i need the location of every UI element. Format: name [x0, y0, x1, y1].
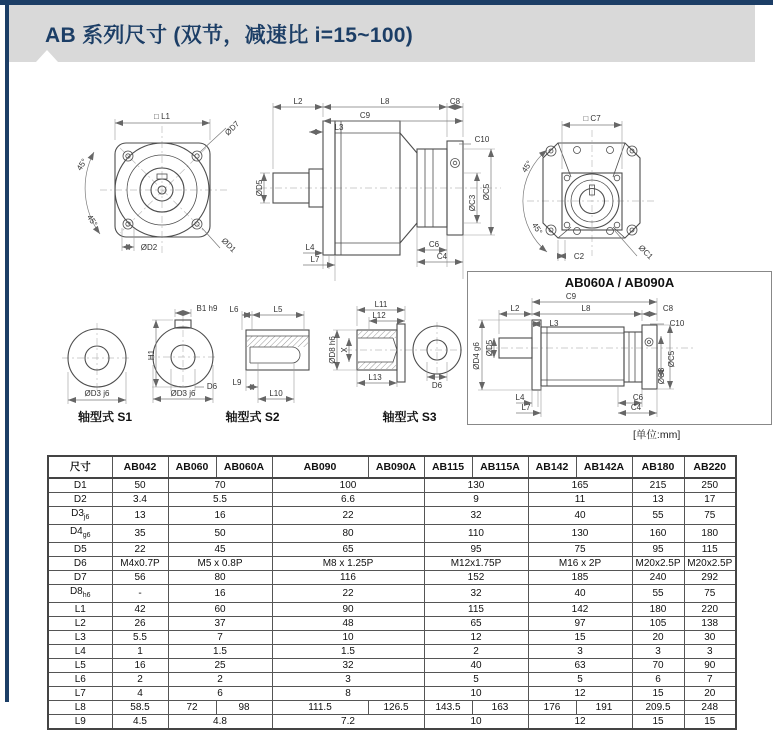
row-label: L9 [48, 715, 112, 730]
table-cell: 22 [272, 507, 424, 525]
table-cell: 13 [632, 493, 684, 507]
shaft-s2-drawing [146, 295, 318, 413]
table-row [48, 659, 736, 673]
table-cell: 10 [272, 631, 424, 645]
table-cell: 70 [632, 659, 684, 673]
table-cell: 3 [684, 645, 736, 659]
table-cell: 70 [168, 478, 272, 493]
dim-label: ØD3 j6 [84, 389, 110, 398]
column-header: AB042 [112, 456, 168, 478]
dim-label: L3 [334, 123, 344, 132]
table-cell: M20x2.5P [632, 557, 684, 571]
table-cell: 56 [112, 571, 168, 585]
table-header-row [48, 456, 736, 478]
table-cell: 12 [528, 687, 632, 701]
column-header: AB090 [272, 456, 368, 478]
table-cell: 110 [424, 525, 528, 543]
table-cell: 9 [424, 493, 528, 507]
table-cell: 160 [632, 525, 684, 543]
row-label: $D4_{g6}$ [48, 525, 112, 543]
table-cell: 32 [424, 585, 528, 603]
dim-label: C9 [359, 111, 371, 120]
page-title: AB 系列尺寸 (双节，减速比 i=15~100) [45, 24, 414, 47]
table-cell: 20 [684, 687, 736, 701]
table-row [48, 631, 736, 645]
table-cell: 16 [168, 507, 272, 525]
table-cell: 5.5 [168, 493, 272, 507]
dim-label: C4 [630, 403, 642, 412]
table-row [48, 525, 736, 543]
table-cell: 2 [168, 673, 272, 687]
rear-view-drawing [515, 98, 730, 270]
table-cell: M8 x 1.25P [272, 557, 424, 571]
column-header: AB060A [216, 456, 272, 478]
table-cell: 142 [528, 603, 632, 617]
table-cell: 97 [528, 617, 632, 631]
table-row [48, 557, 736, 571]
table-cell: 115 [684, 543, 736, 557]
dim-label: D6 [431, 381, 443, 390]
column-header: AB142 [528, 456, 576, 478]
table-row [48, 543, 736, 557]
table-cell: 126.5 [368, 701, 424, 715]
header-notch [36, 50, 58, 62]
table-cell: 75 [684, 507, 736, 525]
dim-label: L8 [380, 97, 390, 106]
table-cell: 5 [424, 673, 528, 687]
dim-label: C6 [428, 240, 440, 249]
dimension-table [47, 455, 737, 730]
header-band [9, 5, 755, 62]
dim-label: C8 [662, 304, 674, 313]
table-cell: 100 [272, 478, 424, 493]
table-row [48, 478, 736, 493]
table-cell: 248 [684, 701, 736, 715]
shaft-s3-drawing [325, 300, 470, 400]
dim-label: L13 [368, 373, 382, 382]
table-cell: M4x0.7P [112, 557, 168, 571]
table-cell: 15 [684, 715, 736, 730]
table-cell: 1.5 [272, 645, 424, 659]
dim-label: L5 [273, 305, 283, 314]
table-cell: 7.2 [272, 715, 424, 730]
table-cell: 32 [272, 659, 424, 673]
table-cell: 50 [168, 525, 272, 543]
row-label: L5 [48, 659, 112, 673]
table-cell: 116 [272, 571, 424, 585]
table-cell: 95 [632, 543, 684, 557]
table-cell: 20 [632, 631, 684, 645]
dim-label: L11 [374, 300, 388, 309]
row-label: L4 [48, 645, 112, 659]
dim-label: L7 [310, 255, 320, 264]
table-cell: 45 [168, 543, 272, 557]
table-cell: 176 [528, 701, 576, 715]
table-cell: 26 [112, 617, 168, 631]
row-label: L8 [48, 701, 112, 715]
table-row [48, 603, 736, 617]
dim-label: C4 [436, 252, 448, 261]
table-cell: 63 [528, 659, 632, 673]
dim-label: L4 [515, 393, 525, 402]
dim-label: H1 [147, 349, 156, 361]
table-cell: 6 [168, 687, 272, 701]
dim-label: B1 h9 [196, 304, 218, 313]
dim-label: C6 [632, 393, 644, 402]
table-cell: 90 [272, 603, 424, 617]
table-row [48, 687, 736, 701]
table-cell: 105 [632, 617, 684, 631]
dim-label: L2 [510, 304, 520, 313]
dim-label: C10 [474, 135, 490, 144]
table-cell: 2 [112, 673, 168, 687]
column-header: 尺寸 [48, 456, 112, 478]
table-cell: 8 [272, 687, 424, 701]
side-view-drawing [255, 95, 505, 290]
table-cell: 163 [472, 701, 528, 715]
row-label: L6 [48, 673, 112, 687]
dim-label: C8 [449, 97, 461, 106]
table-row [48, 571, 736, 585]
row-label: $D3_{j6}$ [48, 507, 112, 525]
table-cell: 58.5 [112, 701, 168, 715]
row-label: D1 [48, 478, 112, 493]
table-row [48, 673, 736, 687]
ab060a-panel [467, 271, 772, 425]
dim-label: ØD4 g6 [472, 342, 481, 370]
table-cell: 130 [528, 525, 632, 543]
table-cell: 40 [528, 585, 632, 603]
table-cell: 138 [684, 617, 736, 631]
table-cell: 292 [684, 571, 736, 585]
table-row [48, 645, 736, 659]
dim-label: L8 [581, 304, 591, 313]
table-cell: 16 [168, 585, 272, 603]
dim-label: 45° [74, 157, 89, 173]
column-header: AB142A [576, 456, 632, 478]
table-cell: 15 [632, 715, 684, 730]
table-body [48, 478, 736, 729]
table-cell: 25 [168, 659, 272, 673]
table-cell: 22 [272, 585, 424, 603]
unit-note: [单位:mm] [633, 429, 681, 441]
table-cell: 15 [632, 687, 684, 701]
dim-label: ØD7 [223, 119, 242, 138]
table-cell: 180 [684, 525, 736, 543]
row-label: D6 [48, 557, 112, 571]
ab060a-title: AB060A / AB090A [564, 275, 675, 290]
column-header: AB060 [168, 456, 216, 478]
row-label: D7 [48, 571, 112, 585]
table-cell: 191 [576, 701, 632, 715]
table-cell: 2 [424, 645, 528, 659]
table-cell: 72 [168, 701, 216, 715]
table-cell: 7 [168, 631, 272, 645]
table-cell: 215 [632, 478, 684, 493]
dim-label: ØC5 [667, 350, 676, 368]
dimension-table-wrap [47, 455, 739, 727]
table-cell: 40 [528, 507, 632, 525]
dim-label: C2 [573, 252, 585, 261]
table-row [48, 617, 736, 631]
table-cell: 55 [632, 507, 684, 525]
shaft-s1-drawing [48, 316, 148, 408]
table-cell: 250 [684, 478, 736, 493]
table-cell: 42 [112, 603, 168, 617]
table-cell: 130 [424, 478, 528, 493]
dim-label: L6 [229, 305, 239, 314]
dim-label: C9 [565, 292, 577, 301]
table-cell: 5 [528, 673, 632, 687]
table-cell: 1 [112, 645, 168, 659]
table-cell: 65 [424, 617, 528, 631]
row-label: L1 [48, 603, 112, 617]
dim-label: 45° [530, 221, 545, 237]
dim-label: ØC3 [468, 194, 477, 212]
table-cell: 80 [272, 525, 424, 543]
front-view-drawing [50, 100, 265, 265]
table-cell: 22 [112, 543, 168, 557]
table-cell: 4 [112, 687, 168, 701]
table-cell: 7 [684, 673, 736, 687]
row-label: D2 [48, 493, 112, 507]
table-cell: 75 [684, 585, 736, 603]
dim-label: ØD5 [255, 179, 264, 197]
ab060a-drawing [468, 272, 771, 424]
column-header: AB115 [424, 456, 472, 478]
dim-label: L3 [549, 319, 559, 328]
dim-label: ØC1 [636, 243, 655, 262]
table-row [48, 701, 736, 715]
table-cell: 40 [424, 659, 528, 673]
column-header: AB220 [684, 456, 736, 478]
table-cell: 4.8 [168, 715, 272, 730]
dim-label: □ C7 [583, 114, 601, 123]
table-cell: 98 [216, 701, 272, 715]
table-cell: 80 [168, 571, 272, 585]
dim-label: ØD1 [219, 236, 238, 255]
table-cell: 185 [528, 571, 632, 585]
shaft-type-s1-caption: 轴型式 S1 [77, 410, 132, 424]
table-cell: 11 [528, 493, 632, 507]
table-cell: 5.5 [112, 631, 168, 645]
dim-label: □ L1 [154, 112, 170, 121]
column-header: AB180 [632, 456, 684, 478]
dim-label: D6 [206, 382, 218, 391]
table-cell: 10 [424, 687, 528, 701]
dim-label: ØD2 [140, 243, 158, 252]
table-cell: 6 [632, 673, 684, 687]
shaft-type-s3-caption: 轴型式 S3 [382, 410, 437, 424]
dim-label: L12 [372, 311, 386, 320]
table-cell: 115 [424, 603, 528, 617]
table-cell: 165 [528, 478, 632, 493]
dim-label: C10 [669, 319, 685, 328]
dim-label: ØC5 [482, 183, 491, 201]
table-cell: - [112, 585, 168, 603]
dim-label: L4 [305, 243, 315, 252]
table-cell: 12 [528, 715, 632, 730]
table-cell: 13 [112, 507, 168, 525]
dim-label: ØC3 [657, 367, 666, 385]
table-cell: 50 [112, 478, 168, 493]
table-cell: 48 [272, 617, 424, 631]
table-row [48, 493, 736, 507]
table-cell: 209.5 [632, 701, 684, 715]
table-cell: 65 [272, 543, 424, 557]
table-cell: 15 [528, 631, 632, 645]
left-accent-bar [5, 0, 9, 702]
row-label: L3 [48, 631, 112, 645]
table-cell: M16 x 2P [528, 557, 632, 571]
row-label: L7 [48, 687, 112, 701]
table-cell: 95 [424, 543, 528, 557]
table-cell: 17 [684, 493, 736, 507]
table-cell: 60 [168, 603, 272, 617]
table-cell: 1.5 [168, 645, 272, 659]
table-header-row [48, 456, 736, 478]
column-header: AB115A [472, 456, 528, 478]
table-cell: 240 [632, 571, 684, 585]
table-cell: 37 [168, 617, 272, 631]
dim-label: L10 [269, 389, 283, 398]
row-label: D5 [48, 543, 112, 557]
table-cell: 3 [632, 645, 684, 659]
dim-label: ØD3 j6 [170, 389, 196, 398]
dim-label: L9 [232, 378, 242, 387]
table-cell: 111.5 [272, 701, 368, 715]
table-cell: 152 [424, 571, 528, 585]
dim-label: X [340, 347, 349, 353]
table-cell: 55 [632, 585, 684, 603]
dim-label: L7 [521, 403, 531, 412]
table-cell: 30 [684, 631, 736, 645]
table-cell: 3 [272, 673, 424, 687]
table-cell: 75 [528, 543, 632, 557]
table-cell: 143.5 [424, 701, 472, 715]
table-cell: 90 [684, 659, 736, 673]
table-cell: 3 [528, 645, 632, 659]
shaft-type-s2-caption: 轴型式 S2 [225, 410, 280, 424]
table-cell: M12x1.75P [424, 557, 528, 571]
table-cell: 3.4 [112, 493, 168, 507]
row-label: L2 [48, 617, 112, 631]
table-cell: 12 [424, 631, 528, 645]
table-row [48, 585, 736, 603]
table-cell: 35 [112, 525, 168, 543]
table-cell: 6.6 [272, 493, 424, 507]
table-cell: M20x2.5P [684, 557, 736, 571]
table-cell: 180 [632, 603, 684, 617]
table-cell: 16 [112, 659, 168, 673]
table-cell: 32 [424, 507, 528, 525]
dim-label: 45° [519, 159, 534, 175]
table-cell: M5 x 0.8P [168, 557, 272, 571]
table-row [48, 715, 736, 730]
table-cell: 4.5 [112, 715, 168, 730]
dim-label: L2 [293, 97, 303, 106]
dim-label: ØD5 [485, 339, 494, 357]
row-label: $D8_{h6}$ [48, 585, 112, 603]
dim-label: ØD8 h6 [328, 336, 337, 364]
table-row [48, 507, 736, 525]
table-cell: 220 [684, 603, 736, 617]
dim-label: 45° [85, 213, 100, 229]
column-header: AB090A [368, 456, 424, 478]
table-cell: 10 [424, 715, 528, 730]
